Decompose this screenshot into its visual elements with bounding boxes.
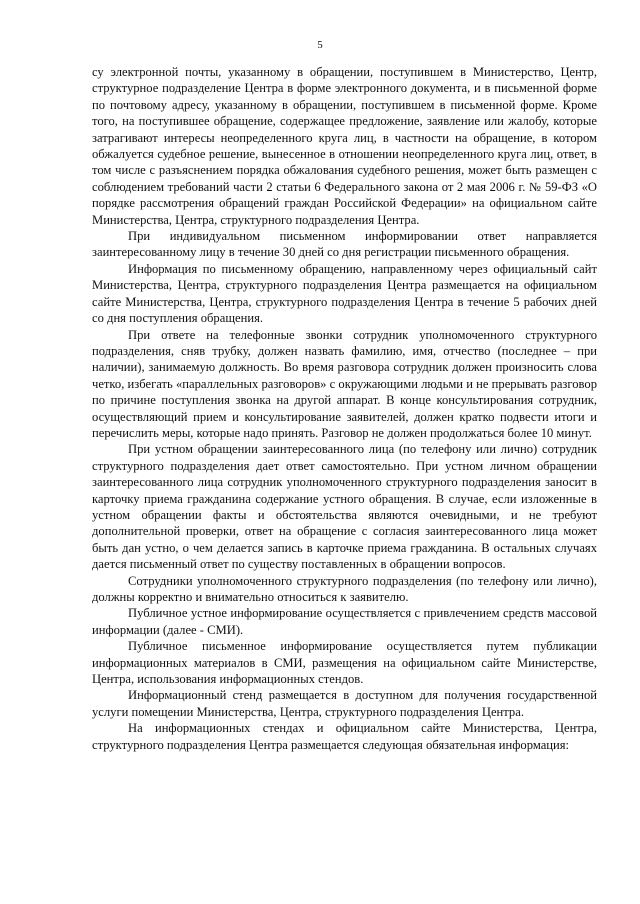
document-body [92, 64, 597, 753]
paragraph-public-oral-info: Публичное устное информирование осуществляется с привлечением средств массовой информации (далее - СМИ). [92, 606, 597, 637]
paragraph-individual-written-info: При индивидуальном письменном информировании ответ направляется заинтересованному лицу в течение 30 дней со дня регистрации письменного обращения. [92, 229, 597, 260]
paragraph-info-stand: Информационный стенд размещается в доступном для получения государственной услуги помещении Министерства, Центра, структурного подразделения Центра. [92, 688, 597, 719]
page-number: 5 [317, 39, 323, 51]
paragraph-mandatory-info: На информационных стендах и официальном сайте Министерства, Центра, структурного подразделения Центра размещается следующая обязательная информация: [92, 721, 597, 752]
paragraph-phone-calls: При ответе на телефонные звонки сотрудник уполномоченного структурного подразделения, сняв трубку, должен назвать фамилию, имя, отчество (последнее – при наличии), занимаемую должность. Во время разговора сотрудник должен произносить слова четко, избегать «параллельных разговоров» с окружающими людьми и не прерывать разговор по причине поступления звонка на другой аппарат. В конце консультирования сотрудник, осуществляющий прием и консультирование заявителей, должен кратко подвести итоги и перечислить меры, которые надо принять. Разговор не должен продолжаться более 10 минут. [92, 327, 597, 440]
paragraph-public-written-info: Публичное письменное информирование осуществляется путем публикации информационных материалов в СМИ, размещения на официальном сайте Министерстве, Центра, использования информационных стендов. [92, 639, 597, 687]
paragraph-oral-appeal: При устном обращении заинтересованного лица (по телефону или лично) сотрудник структурного подразделения дает ответ самостоятельно. При устном личном обращении заинтересованного лица сотрудник уполномоченного структурного подразделения заносит в карточку приема гражданина содержание устного обращения. В случае, если изложенные в устном обращении факты и обстоятельства являются очевидными, и не требуют дополнительной проверки, ответ на обращение с согласия заинтересованного лица может быть дан устно, о чем делается запись в карточке приема гражданина. В остальных случаях дается письменный ответ по существу поставленных в обращении вопросов. [92, 442, 597, 572]
paragraph-staff-conduct: Сотрудники уполномоченного структурного подразделения (по телефону или лично), должны корректно и внимательно относиться к заявителю. [92, 573, 597, 604]
paragraph-email-response: су электронной почты, указанному в обращении, поступившем в Министерство, Центр, структурное подразделение Центра в форме электронного документа, и в письменной форме по почтовому адресу, указанному в обращении, поступившем в письменной форме. Кроме того, на поступившее обращение, содержащее предложение, заявление или жалобу, которые затрагивают интересы неопределенного круга лиц, в частности на обращение, в котором обжалуется судебное решение, вынесенное в отношении неопределенного круга лиц, ответ, в том числе с разъяснением порядка обжалования судебного решения, может быть размещен с соблюдением требований части 2 статьи 6 Федерального закона от 2 мая 2006 г. № 59-ФЗ «О порядке рассмотрения обращений граждан Российской Федерации» на официальном сайте Министерства, Центра, структурного подразделения Центра. [92, 65, 597, 227]
paragraph-website-appeal-info: Информация по письменному обращению, направленному через официальный сайт Министерства, Центра, структурного подразделения Центра размещается на официальном сайте Министерства, Центра, структурного подразделения Центра в течение 5 рабочих дней со дня поступления обращения. [92, 261, 597, 326]
